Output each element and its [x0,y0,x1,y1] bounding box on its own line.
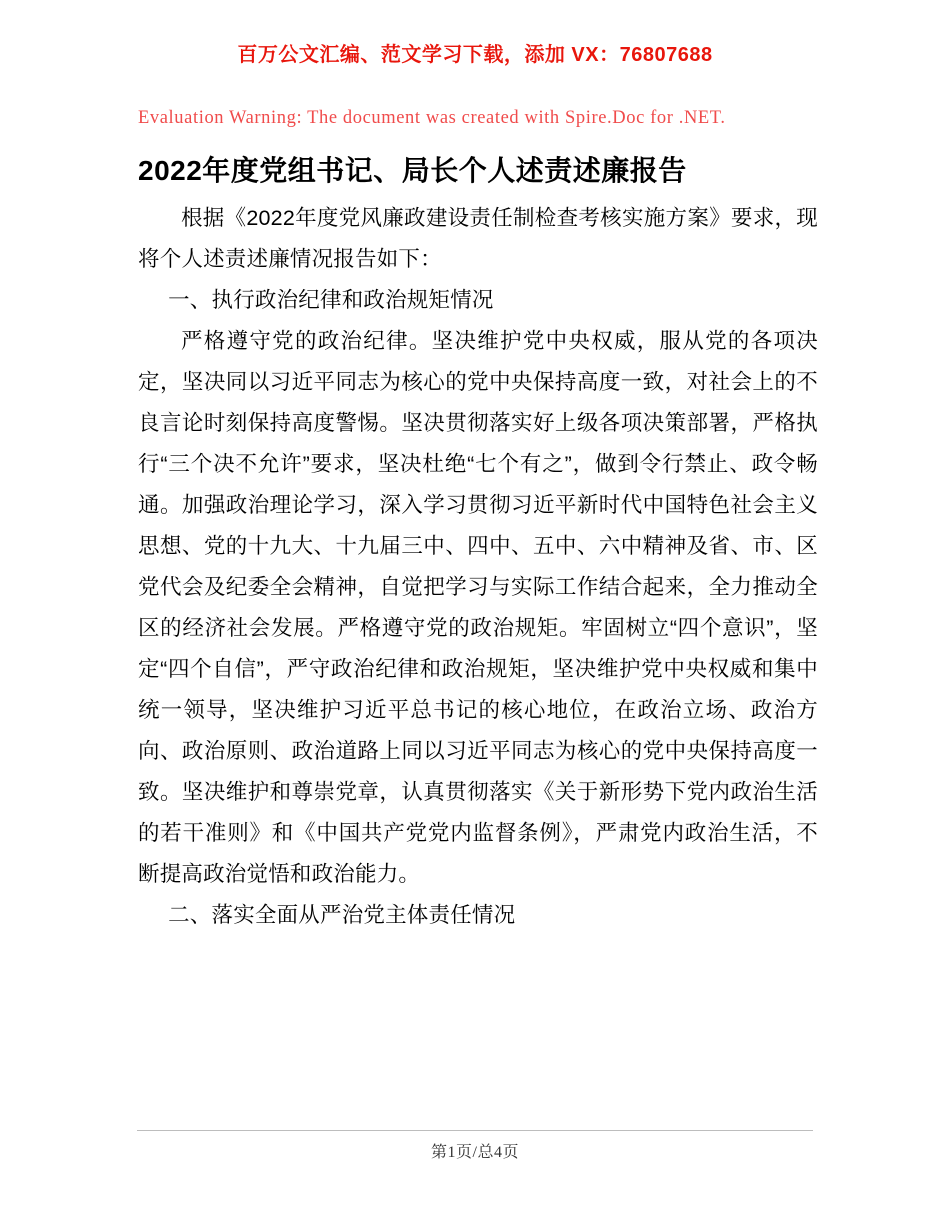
advertisement-banner: 百万公文汇编、范文学习下载，添加 VX：76807688 [237,44,713,66]
section-heading-one: 一、执行政治纪律和政治规矩情况 [168,288,494,312]
evaluation-warning: Evaluation Warning: The document was created with Spire.Doc for .NET. [138,108,726,128]
document-body [138,150,818,936]
paragraph-section-one-body: 严格遵守党的政治纪律。坚决维护党中央权威，服从党的各项决定，坚决同以习近平同志为核心的党中央保持高度一致，对社会上的不良言论时刻保持高度警惕。坚决贯彻落实好上级各项决策部署，严格执行“三个决不允许”要求，坚决杜绝“七个有之”，做到令行禁止、政令畅通。加强政治理论学习，深入学习贯彻习近平新时代中国特色社会主义思想、党的十九大、十九届三中、四中、五中、六中精神及省、市、区党代会及纪委全会精神，自觉把学习与实际工作结合起来，全力推动全区的经济社会发展。严格遵守党的政治规矩。牢固树立“四个意识”，坚定“四个自信”，严守政治纪律和政治规矩，坚决维护党中央权威和集中统一领导，坚决维护习近平总书记的核心地位，在政治立场、政治方向、政治原则、政治道路上同以习近平同志为核心的党中央保持高度一致。坚决维护和尊崇党章，认真贯彻落实《关于新形势下党内政治生活的若干准则》和《中国共产党党内监督条例》，严肃党内政治生活，不断提高政治觉悟和政治能力。 [138,329,818,886]
footer-divider [137,1130,813,1131]
page-title: 2022年度党组书记、局长个人述责述廉报告 [138,155,687,186]
paragraph-intro: 根据《2022年度党风廉政建设责任制检查考核实施方案》要求，现将个人述责述廉情况报告如下： [138,206,818,271]
section-heading-two: 二、落实全面从严治党主体责任情况 [168,903,516,927]
page-number: 第1页/总4页 [431,1144,519,1161]
page-footer [0,1130,950,1162]
